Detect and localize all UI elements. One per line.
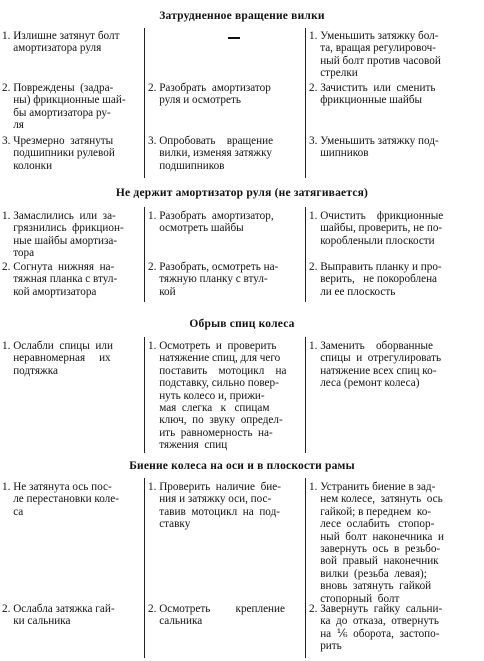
remedy-cell: 2. Завернуть гайку сальни- ка до отказа, отвернуть на ⅙ оборота, застопо- рить xyxy=(309,603,443,653)
method-cell: 1. Осмотреть и проверить натяжение спиц, для чего поставить мотоцикл на подставку, сильно повер- нуть колесо и, прижи- мая слегка к спицам ключ, по звуку определ- ить равномерность на- тяжения спиц xyxy=(148,340,287,452)
section-heading: Не держит амортизатор руля (не затягивается) xyxy=(115,187,369,199)
remedy-cell: 3. Уменьшить затяжку под- шипников xyxy=(309,135,439,160)
column-divider xyxy=(305,28,306,178)
remedy-cell: 1. Очистить фрикционные шайбы, проверить, не по- коробленыли плоскости xyxy=(309,210,444,247)
method-cell: 1. Проверить наличие бие- ния и затяжку оси, пос- тавив мотоцикл на под- ставку xyxy=(148,481,281,531)
remedy-cell: 1. Уменьшить затяжку бол- та, вращая регулировоч- ный болт против часовой стрелки xyxy=(309,30,441,80)
cause-cell: 2. Повреждены (задра- ны) фрикционные шай- бы амортизатора ру- ля xyxy=(2,82,126,132)
cause-cell: 1. Не затянута ось пос- ле перестановки коле- са xyxy=(2,481,119,518)
column-divider xyxy=(144,207,145,302)
method-cell: 1. Разобрать амортизатор, осмотреть шайбы xyxy=(148,210,274,235)
column-divider xyxy=(144,478,145,658)
column-divider xyxy=(144,337,145,453)
column-divider xyxy=(305,478,306,658)
section-heading: Затрудненное вращение вилки xyxy=(159,10,325,22)
section-heading: Биение колеса на оси и в плоскости рамы xyxy=(129,460,355,472)
remedy-cell: 2. Зачистить или сменить фрикционные шайбы xyxy=(309,82,436,107)
cause-cell: 1. Замаслились или за- грязнились фрикцион- ные шайбы амортиза- тора xyxy=(2,210,124,260)
cause-cell: 2. Согнута нижняя на- тяжная планка с втул- кой амортизатора xyxy=(2,261,118,298)
cause-cell: 1. Излишне затянут болт амортизатора руля xyxy=(2,30,120,55)
cause-cell: 1. Ослабли спицы или неравномерная их подтяжка xyxy=(2,340,113,377)
method-cell: 3. Опробовать вращение вилки, изменяя затяжку подшипников xyxy=(148,135,274,172)
method-cell: 2. Разобрать, осмотреть на- тяжную планку с втул- кой xyxy=(148,261,279,298)
column-divider xyxy=(305,207,306,302)
column-divider xyxy=(305,337,306,453)
section-heading: Обрыв спиц колеса xyxy=(189,318,295,330)
column-divider xyxy=(144,28,145,178)
cause-cell: 3. Чрезмерно затянуты подшипники рулевой колонки xyxy=(2,135,115,172)
method-cell: 2. Разобрать амортизатор руля и осмотреть xyxy=(148,82,271,107)
remedy-cell: 2. Выправить планку и про- верить, не покороблена ли ее плоскость xyxy=(309,261,442,298)
cause-cell: 2. Ослабла затяжка гай- ки сальника xyxy=(2,603,115,628)
empty-method-dash xyxy=(228,37,240,39)
method-cell: 2. Осмотреть крепление сальника xyxy=(148,603,285,628)
remedy-cell: 1. Заменить оборванные спицы и отрегулировать натяжение всех спиц ко- леса (ремонт колеса) xyxy=(309,340,442,390)
remedy-cell: 1. Устранить биение в зад- нем колесе, затянуть ось гайкой; в переднем ко- лесе ослабить стопор- ный болт наконечника и завернуть ось в резьбо- вой правый наконечник вилки (резьба левая); вновь затянуть гайкой стопорный болт xyxy=(309,481,444,605)
